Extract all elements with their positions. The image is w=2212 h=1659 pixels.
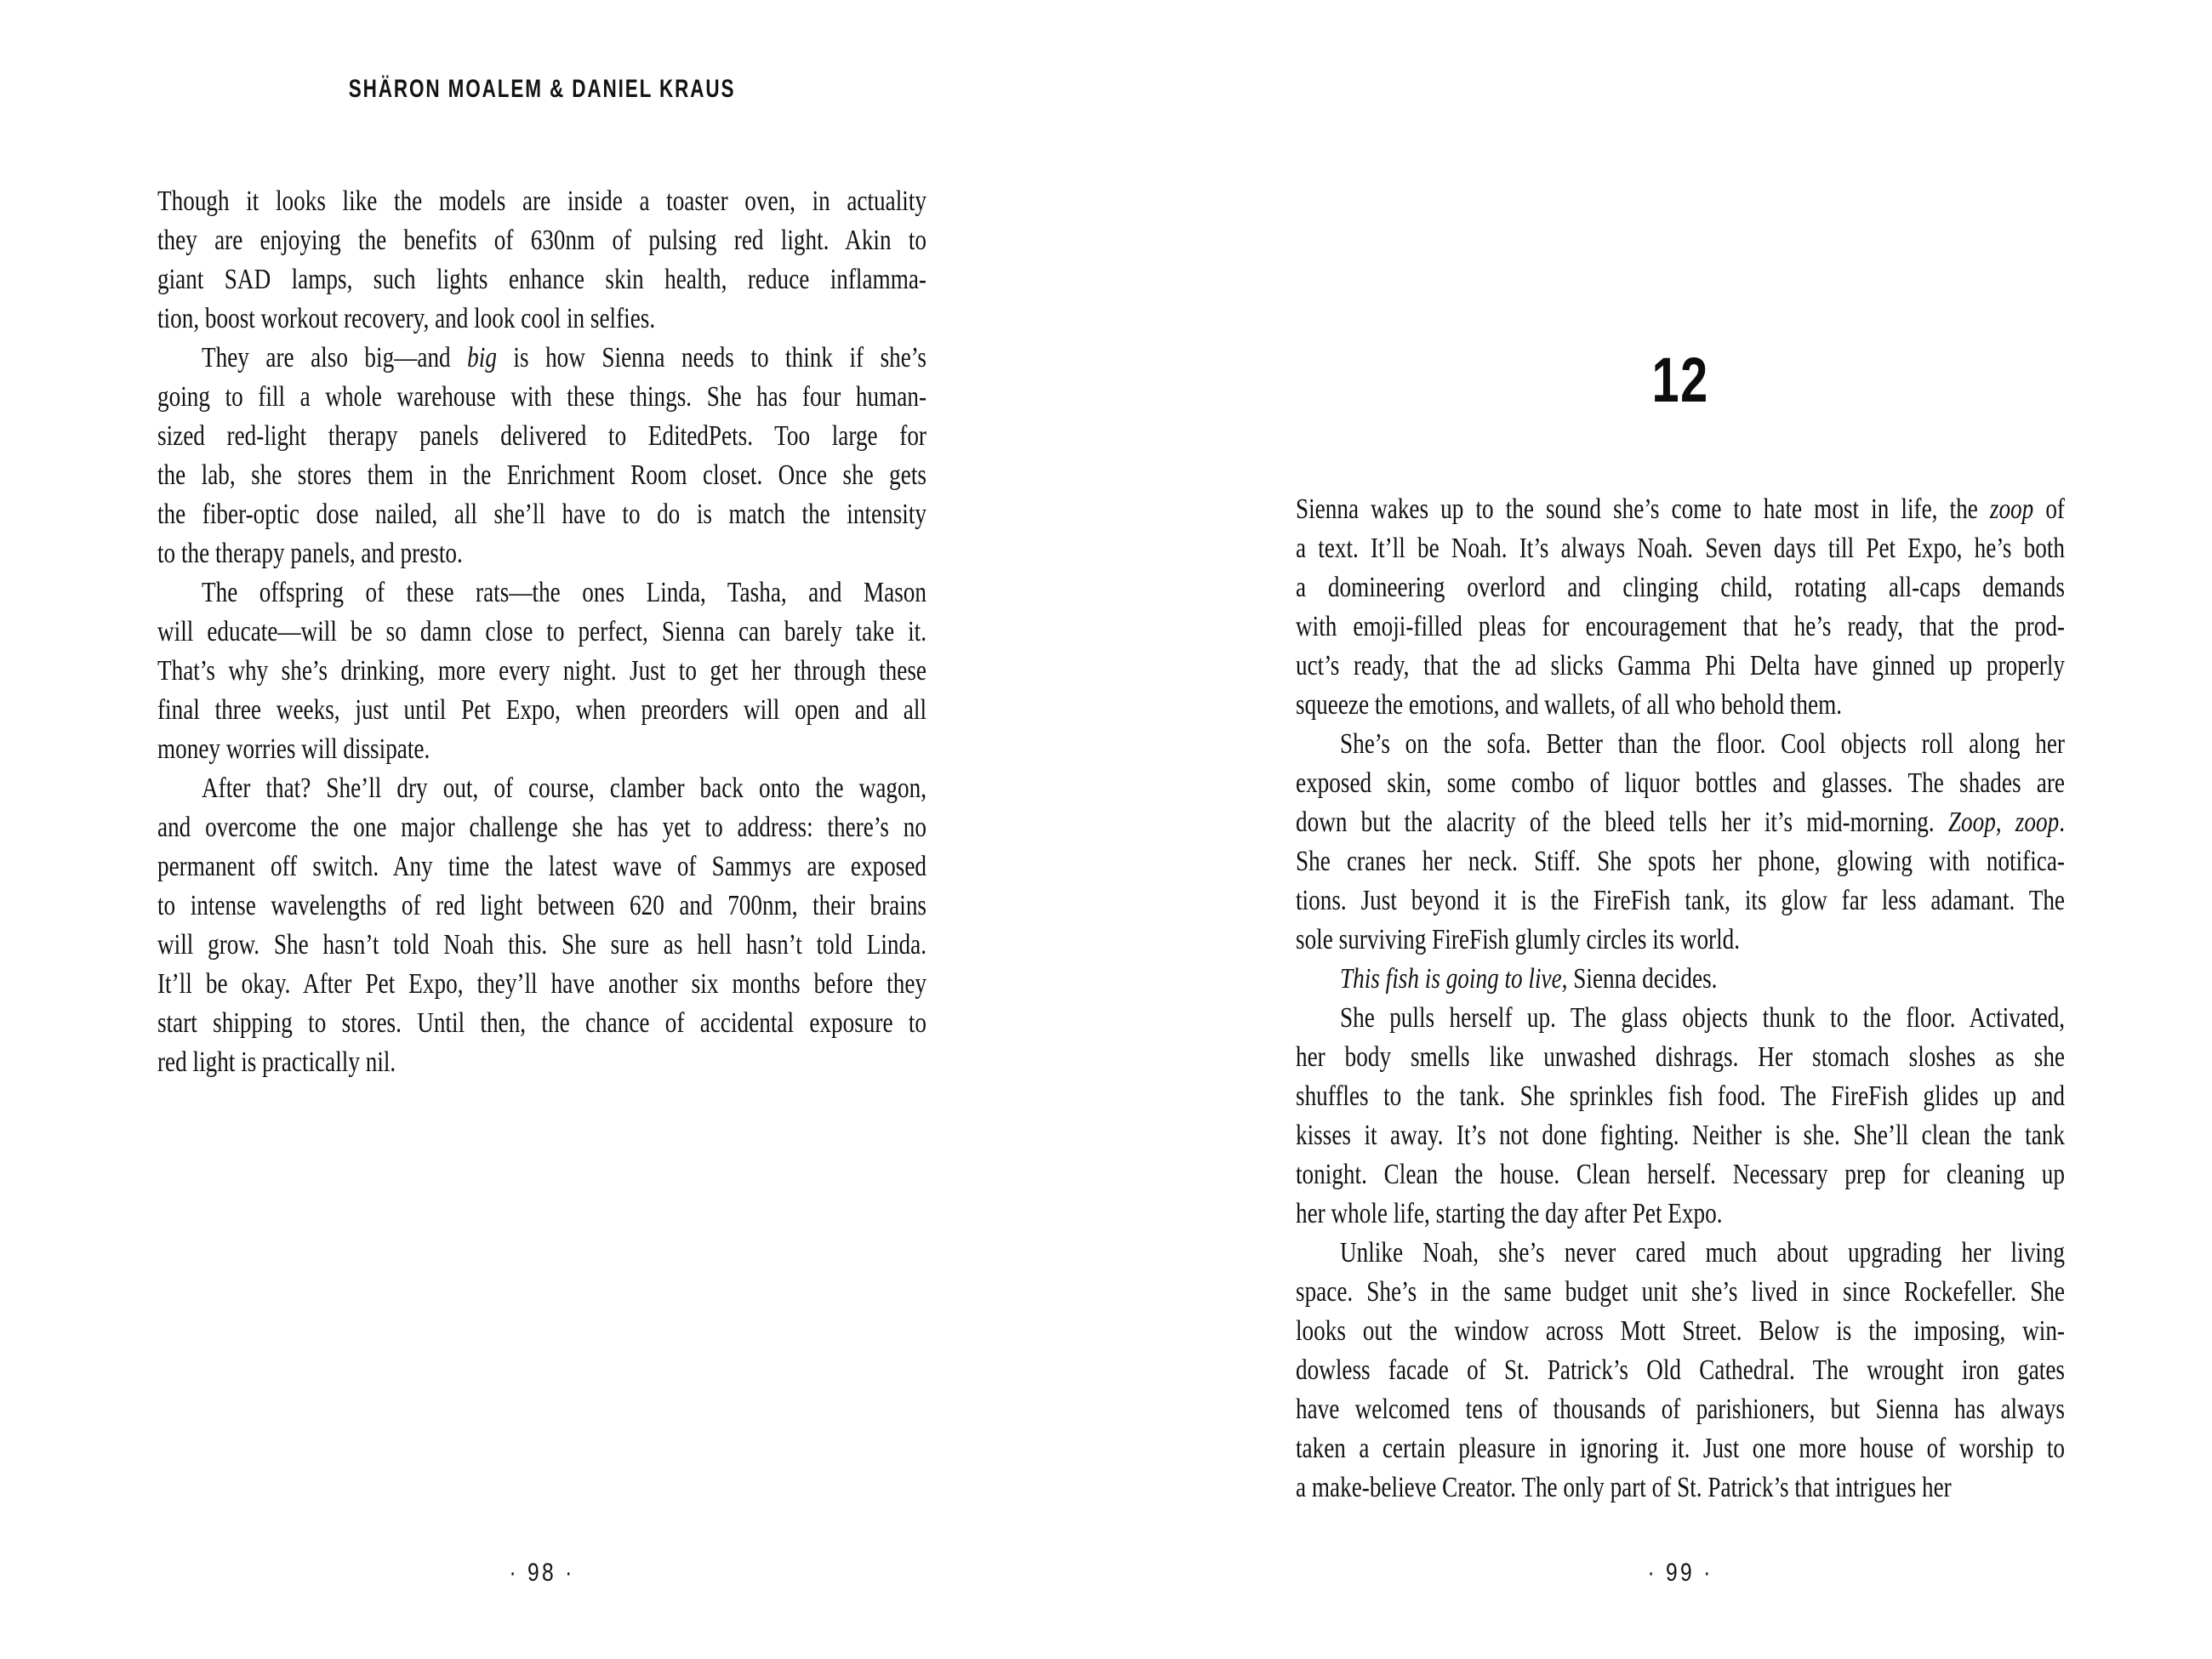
text-line: start shipping to stores. Until then, the chance of accidental exposure to [157, 1007, 926, 1039]
text-line: to the therapy panels, and presto. [157, 538, 463, 569]
text-line: they are enjoying the benefits of 630nm of pulsing red light. Akin to [157, 225, 926, 256]
text-line: red light is practically nil. [157, 1046, 396, 1078]
text-line: a domineering overlord and clinging child, rotating all-caps demands [1296, 572, 2065, 603]
page-number-left-label: · 98 · [509, 1559, 576, 1587]
text-line: to intense wavelengths of red light between 620 and 700nm, their brains [157, 890, 926, 921]
text-line: exposed skin, some combo of liquor bottles and glasses. The shades are [1296, 767, 2065, 799]
text-line: They are also big—and big is how Sienna needs to think if she’s [202, 342, 926, 373]
text-line: giant SAD lamps, such lights enhance skin health, reduce inflamma- [157, 264, 926, 295]
text-line: will educate—will be so damn close to perfect, Sienna can barely take it. [157, 616, 926, 647]
text-line: a text. It’ll be Noah. It’s always Noah. Seven days till Pet Expo, he’s both [1296, 533, 2065, 564]
text-line: tion, boost workout recovery, and look cool in selfies. [157, 303, 656, 334]
text-line: have welcomed tens of thousands of parishioners, but Sienna has always [1296, 1394, 2065, 1425]
text-line: uct’s ready, that the ad slicks Gamma Phi Delta have ginned up properly [1296, 650, 2065, 681]
text-line: sole surviving FireFish glumly circles its world. [1296, 924, 1741, 955]
text-line: The offspring of these rats—the ones Linda, Tasha, and Mason [202, 577, 926, 608]
text-line: Unlike Noah, she’s never cared much about upgrading her living [1340, 1237, 2065, 1268]
page-number-right [1296, 1560, 2066, 1586]
text-line: tions. Just beyond it is the FireFish tank, its glow far less adamant. The [1296, 885, 2065, 916]
text-line: taken a certain pleasure in ignoring it. Just one more house of worship to [1296, 1433, 2065, 1464]
text-line: the fiber-optic dose nailed, all she’ll have to do is match the intensity [157, 499, 926, 530]
text-line: going to fill a whole warehouse with these things. She has four human- [157, 381, 926, 413]
text-line: She’s on the sofa. Better than the floor. Cool objects roll along her [1340, 728, 2065, 760]
text-line: She pulls herself up. The glass objects thunk to the floor. Activated, [1340, 1002, 2065, 1034]
text-line: After that? She’ll dry out, of course, clamber back onto the wagon, [202, 772, 926, 804]
text-line: Sienna wakes up to the sound she’s come to hate most in life, the zoop of [1296, 493, 2065, 525]
text-line: tonight. Clean the house. Clean herself. Necessary prep for cleaning up [1296, 1159, 2065, 1190]
text-line: space. She’s in the same budget unit she’s lived in since Rockefeller. She [1296, 1276, 2065, 1308]
text-line: This fish is going to live, Sienna decides. [1340, 963, 1718, 995]
page-number-left [157, 1560, 927, 1586]
text-line: her body smells like unwashed dishrags. Her stomach sloshes as she [1296, 1041, 2065, 1073]
page-number-right-label: · 99 · [1647, 1559, 1714, 1587]
text-line: with emoji-filled pleas for encouragement that he’s ready, that the prod- [1296, 611, 2065, 642]
text-line: final three weeks, just until Pet Expo, when preorders will open and all [157, 694, 926, 726]
text-line: shuffles to the tank. She sprinkles fish food. The FireFish glides up and [1296, 1080, 2065, 1112]
text-line: the lab, she stores them in the Enrichment Room closet. Once she gets [157, 459, 926, 491]
left-page-body-text [157, 182, 926, 1082]
text-line: will grow. She hasn’t told Noah this. She sure as hell hasn’t told Linda. [157, 929, 926, 961]
text-line: sized red-light therapy panels delivered to EditedPets. Too large for [157, 420, 926, 452]
running-head-authors: SHÄRON MOALEM & DANIEL KRAUS [349, 75, 736, 103]
text-line: dowless facade of St. Patrick’s Old Cathedral. The wrought iron gates [1296, 1354, 2065, 1386]
text-line: She cranes her neck. Stiff. She spots her phone, glowing with notifica- [1296, 846, 2065, 877]
text-line: down but the alacrity of the bleed tells her it’s mid-morning. Zoop, zoop. [1296, 807, 2065, 838]
right-page-body-text [1296, 490, 2065, 1508]
running-head [157, 77, 927, 102]
text-line: Though it looks like the models are inside a toaster oven, in actuality [157, 185, 926, 217]
text-line: looks out the window across Mott Street. Below is the imposing, win- [1296, 1315, 2065, 1347]
text-line: That’s why she’s drinking, more every night. Just to get her through these [157, 655, 926, 687]
text-line: squeeze the emotions, and wallets, of all who behold them. [1296, 689, 1843, 721]
text-line: permanent off switch. Any time the latest wave of Sammys are exposed [157, 851, 926, 882]
text-line: a make-believe Creator. The only part of St. Patrick’s that intrigues her [1296, 1472, 1952, 1503]
text-line: It’ll be okay. After Pet Expo, they’ll have another six months before they [157, 968, 926, 1000]
text-line: and overcome the one major challenge she has yet to address: there’s no [157, 812, 926, 843]
text-line: money worries will dissipate. [157, 733, 430, 765]
text-line: kisses it away. It’s not done fighting. Neither is she. She’ll clean the tank [1296, 1120, 2065, 1151]
chapter-number-label: 12 [1651, 345, 1710, 415]
text-line: her whole life, starting the day after Pet Expo. [1296, 1198, 1723, 1229]
chapter-heading [1296, 345, 2066, 415]
page-right [1106, 0, 2212, 1659]
